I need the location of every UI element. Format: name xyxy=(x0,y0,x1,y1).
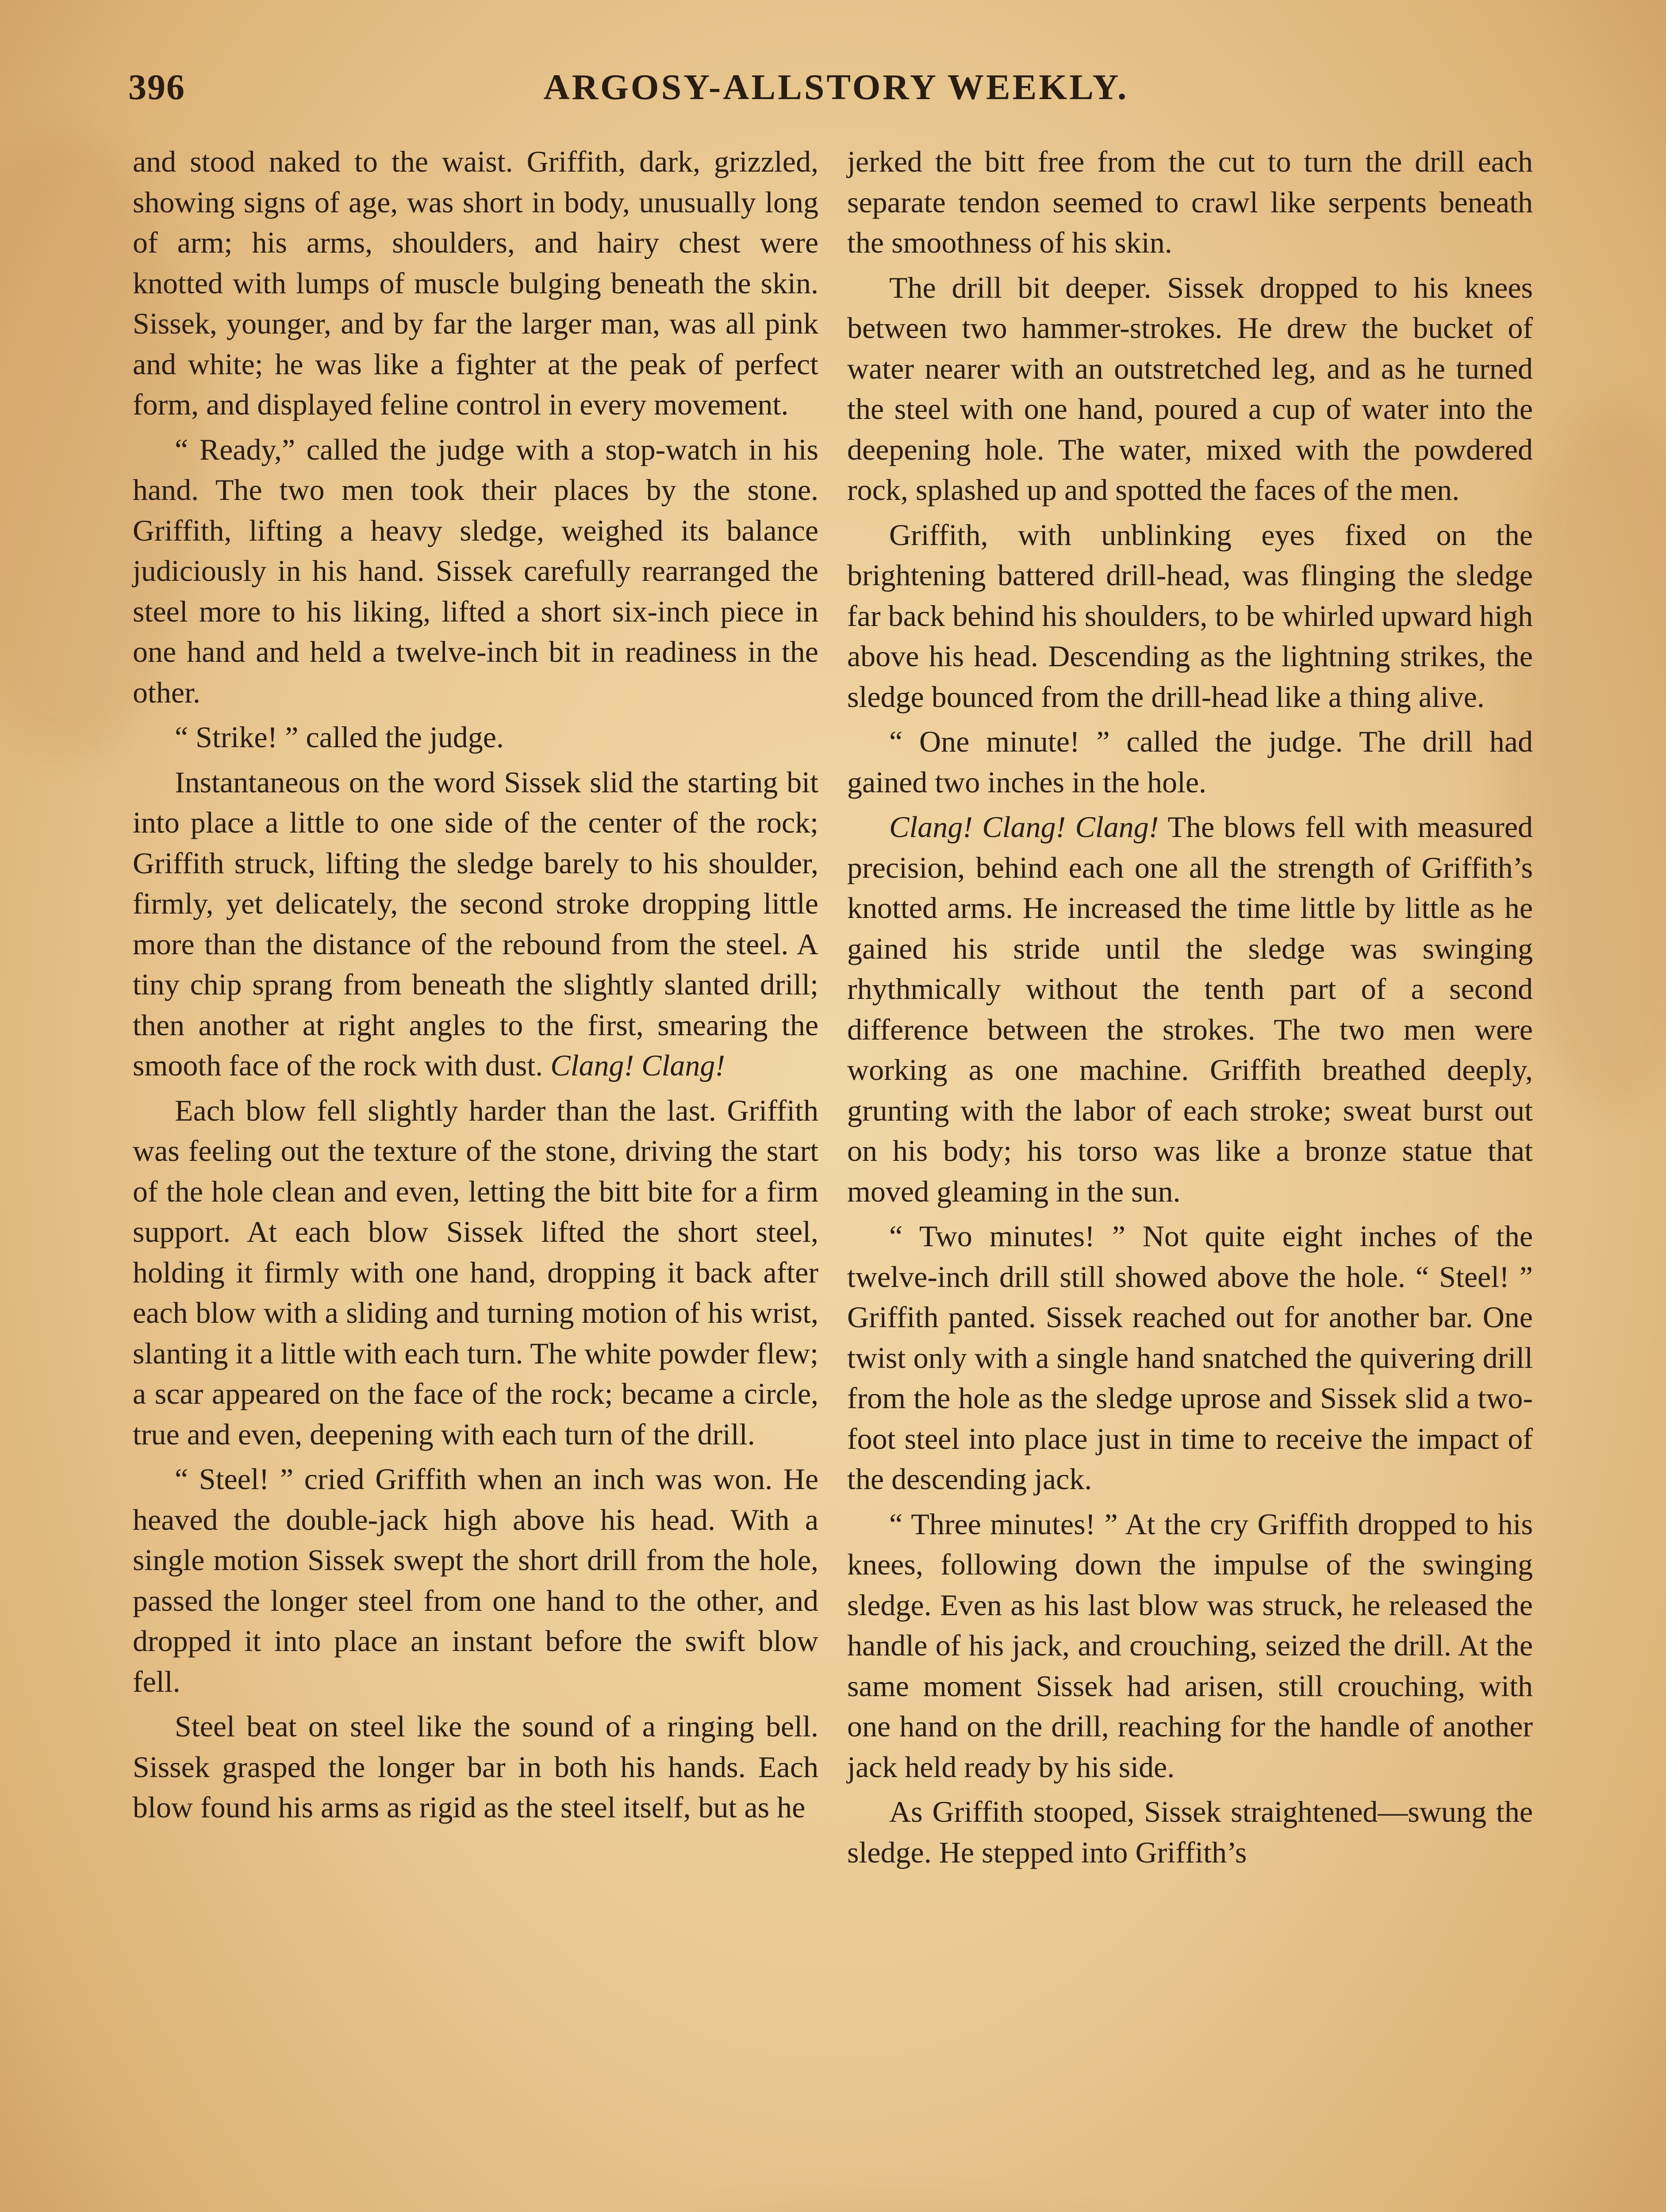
continued-paragraph xyxy=(133,142,818,425)
italic-text: Clang! Clang! Clang! xyxy=(889,810,1159,844)
left-text-column xyxy=(133,142,818,1832)
page-number: 396 xyxy=(128,67,185,107)
paragraph-text: The blows fell with measured precision, behind each one all the strength of Griffith’s knotted arms. He increased the time little by little as he gained his stride until the sledge was swinging rhythmically without the tenth part of a second difference between the strokes. The two men were working as one machine. Griffith breathed deeply, grunting with the labor of each stroke; sweat burst out on his body; his torso was like a bronze statue that moved gleaming in the sun. xyxy=(847,810,1533,1208)
paragraph xyxy=(133,717,818,758)
paragraph-text: and stood naked to the waist. Griffith, dark, grizzled, showing signs of age, was short in body, unusually long of arm; his arms, shoulders, and hairy chest were knotted with lumps of muscle bulging beneath the skin. Sissek, younger, and by far the larger man, was all pink and white; he was like a fighter at the peak of perfect form, and displayed feline control in every movement. xyxy=(133,145,818,421)
paragraph xyxy=(133,762,818,1086)
paragraph xyxy=(847,268,1533,511)
paragraph xyxy=(133,430,818,713)
continued-paragraph xyxy=(847,142,1533,263)
paragraph-text: Instantaneous on the word Sissek slid the starting bit into place a little to one side of the center of the rock; Griffith struck, lifting the sledge barely to his shoulder, firmly, yet delicately, the second stroke dropping little more than the distance of the rebound from the steel. A tiny chip sprang from beneath the slightly slanted drill; then another at right angles to the first, smearing the smooth face of the rock with dust. xyxy=(133,765,818,1082)
paragraph-text: Each blow fell slightly harder than the last. Griffith was feeling out the texture of the stone, driving the start of the hole clean and even, letting the bitt bite for a firm support. At each blow Sissek lifted the short steel, holding it firmly with one hand, dropping it back after each blow with a sliding and turning motion of his wrist, slanting it a little with each turn. The white powder flew; a scar appeared on the face of the rock; became a circle, true and even, deepening with each turn of the drill. xyxy=(133,1093,818,1451)
paragraph-text: “ Steel! ” cried Griffith when an inch was won. He heaved the double-jack high above his head. With a single motion Sissek swept the short drill from the hole, passed the longer steel from one hand to the other, and dropped it into place an instant before the swift blow fell. xyxy=(133,1462,818,1698)
paragraph-text: As Griffith stooped, Sissek straightened—swung the sledge. He stepped into Griffith’s xyxy=(847,1795,1533,1869)
paragraph-text: Griffith, with unblinking eyes fixed on the brightening battered drill-head, was flinging the sledge far back behind his shoulders, to be whirled upward high above his head. Descending as the lightning strikes, the sledge bounced from the drill-head like a thing alive. xyxy=(847,518,1533,714)
running-head-title: ARGOSY-ALLSTORY WEEKLY. xyxy=(543,67,1129,107)
paragraph-text: “ Ready,” called the judge with a stop-watch in his hand. The two men took their places by the stone. Griffith, lifting a heavy sledge, weighed its balance judiciously in his hand. Sissek carefully rearranged the steel more to his liking, lifted a short six-inch piece in one hand and held a twelve-inch bit in readiness in the other. xyxy=(133,432,818,709)
paragraph-text: “ One minute! ” called the judge. The drill had gained two inches in the hole. xyxy=(847,725,1533,799)
paragraph-text: The drill bit deeper. Sissek dropped to his knees between two hammer-strokes. He drew the bucket of water nearer with an outstretched leg, and as he turned the steel with one hand, poured a cup of water into the deepening hole. The water, mixed with the powdered rock, splashed up and spotted the faces of the men. xyxy=(847,270,1533,507)
right-text-column xyxy=(847,142,1533,1877)
paragraph xyxy=(847,1504,1533,1788)
paragraph xyxy=(847,807,1533,1212)
paragraph-text: “ Two minutes! ” Not quite eight inches of the twelve-inch drill still showed above the hole. “ Steel! ” Griffith panted. Sissek reached out for another bar. One twist only with a single hand snatched the quivering drill from the hole as the sledge uprose and Sissek slid a two-foot steel into place just in time to receive the impact of the descending jack. xyxy=(847,1219,1533,1496)
paragraph xyxy=(847,722,1533,803)
paragraph-text: “ Three minutes! ” At the cry Griffith dropped to his knees, following down the impulse of the swinging sledge. Even as his last blow was struck, he released the handle of his jack, and crouching, seized the drill. At the same moment Sissek had arisen, still crouching, with one hand on the drill, reaching for the handle of another jack held ready by his side. xyxy=(847,1507,1533,1784)
paragraph-text: “ Strike! ” called the judge. xyxy=(175,720,504,754)
page-header xyxy=(128,66,1544,124)
paragraph xyxy=(133,1459,818,1702)
paragraph xyxy=(133,1706,818,1828)
paragraph xyxy=(847,1216,1533,1500)
paragraph xyxy=(847,1792,1533,1873)
italic-text: Clang! Clang! xyxy=(550,1048,726,1082)
paragraph-text: Steel beat on steel like the sound of a ringing bell. Sissek grasped the longer bar in both his hands. Each blow found his arms as rigid as the steel itself, but as he xyxy=(133,1709,818,1824)
paragraph xyxy=(133,1091,818,1455)
paragraph xyxy=(847,515,1533,718)
paragraph-text: jerked the bitt free from the cut to turn the drill each separate tendon seemed to crawl like serpents beneath the smoothness of his skin. xyxy=(847,145,1533,259)
